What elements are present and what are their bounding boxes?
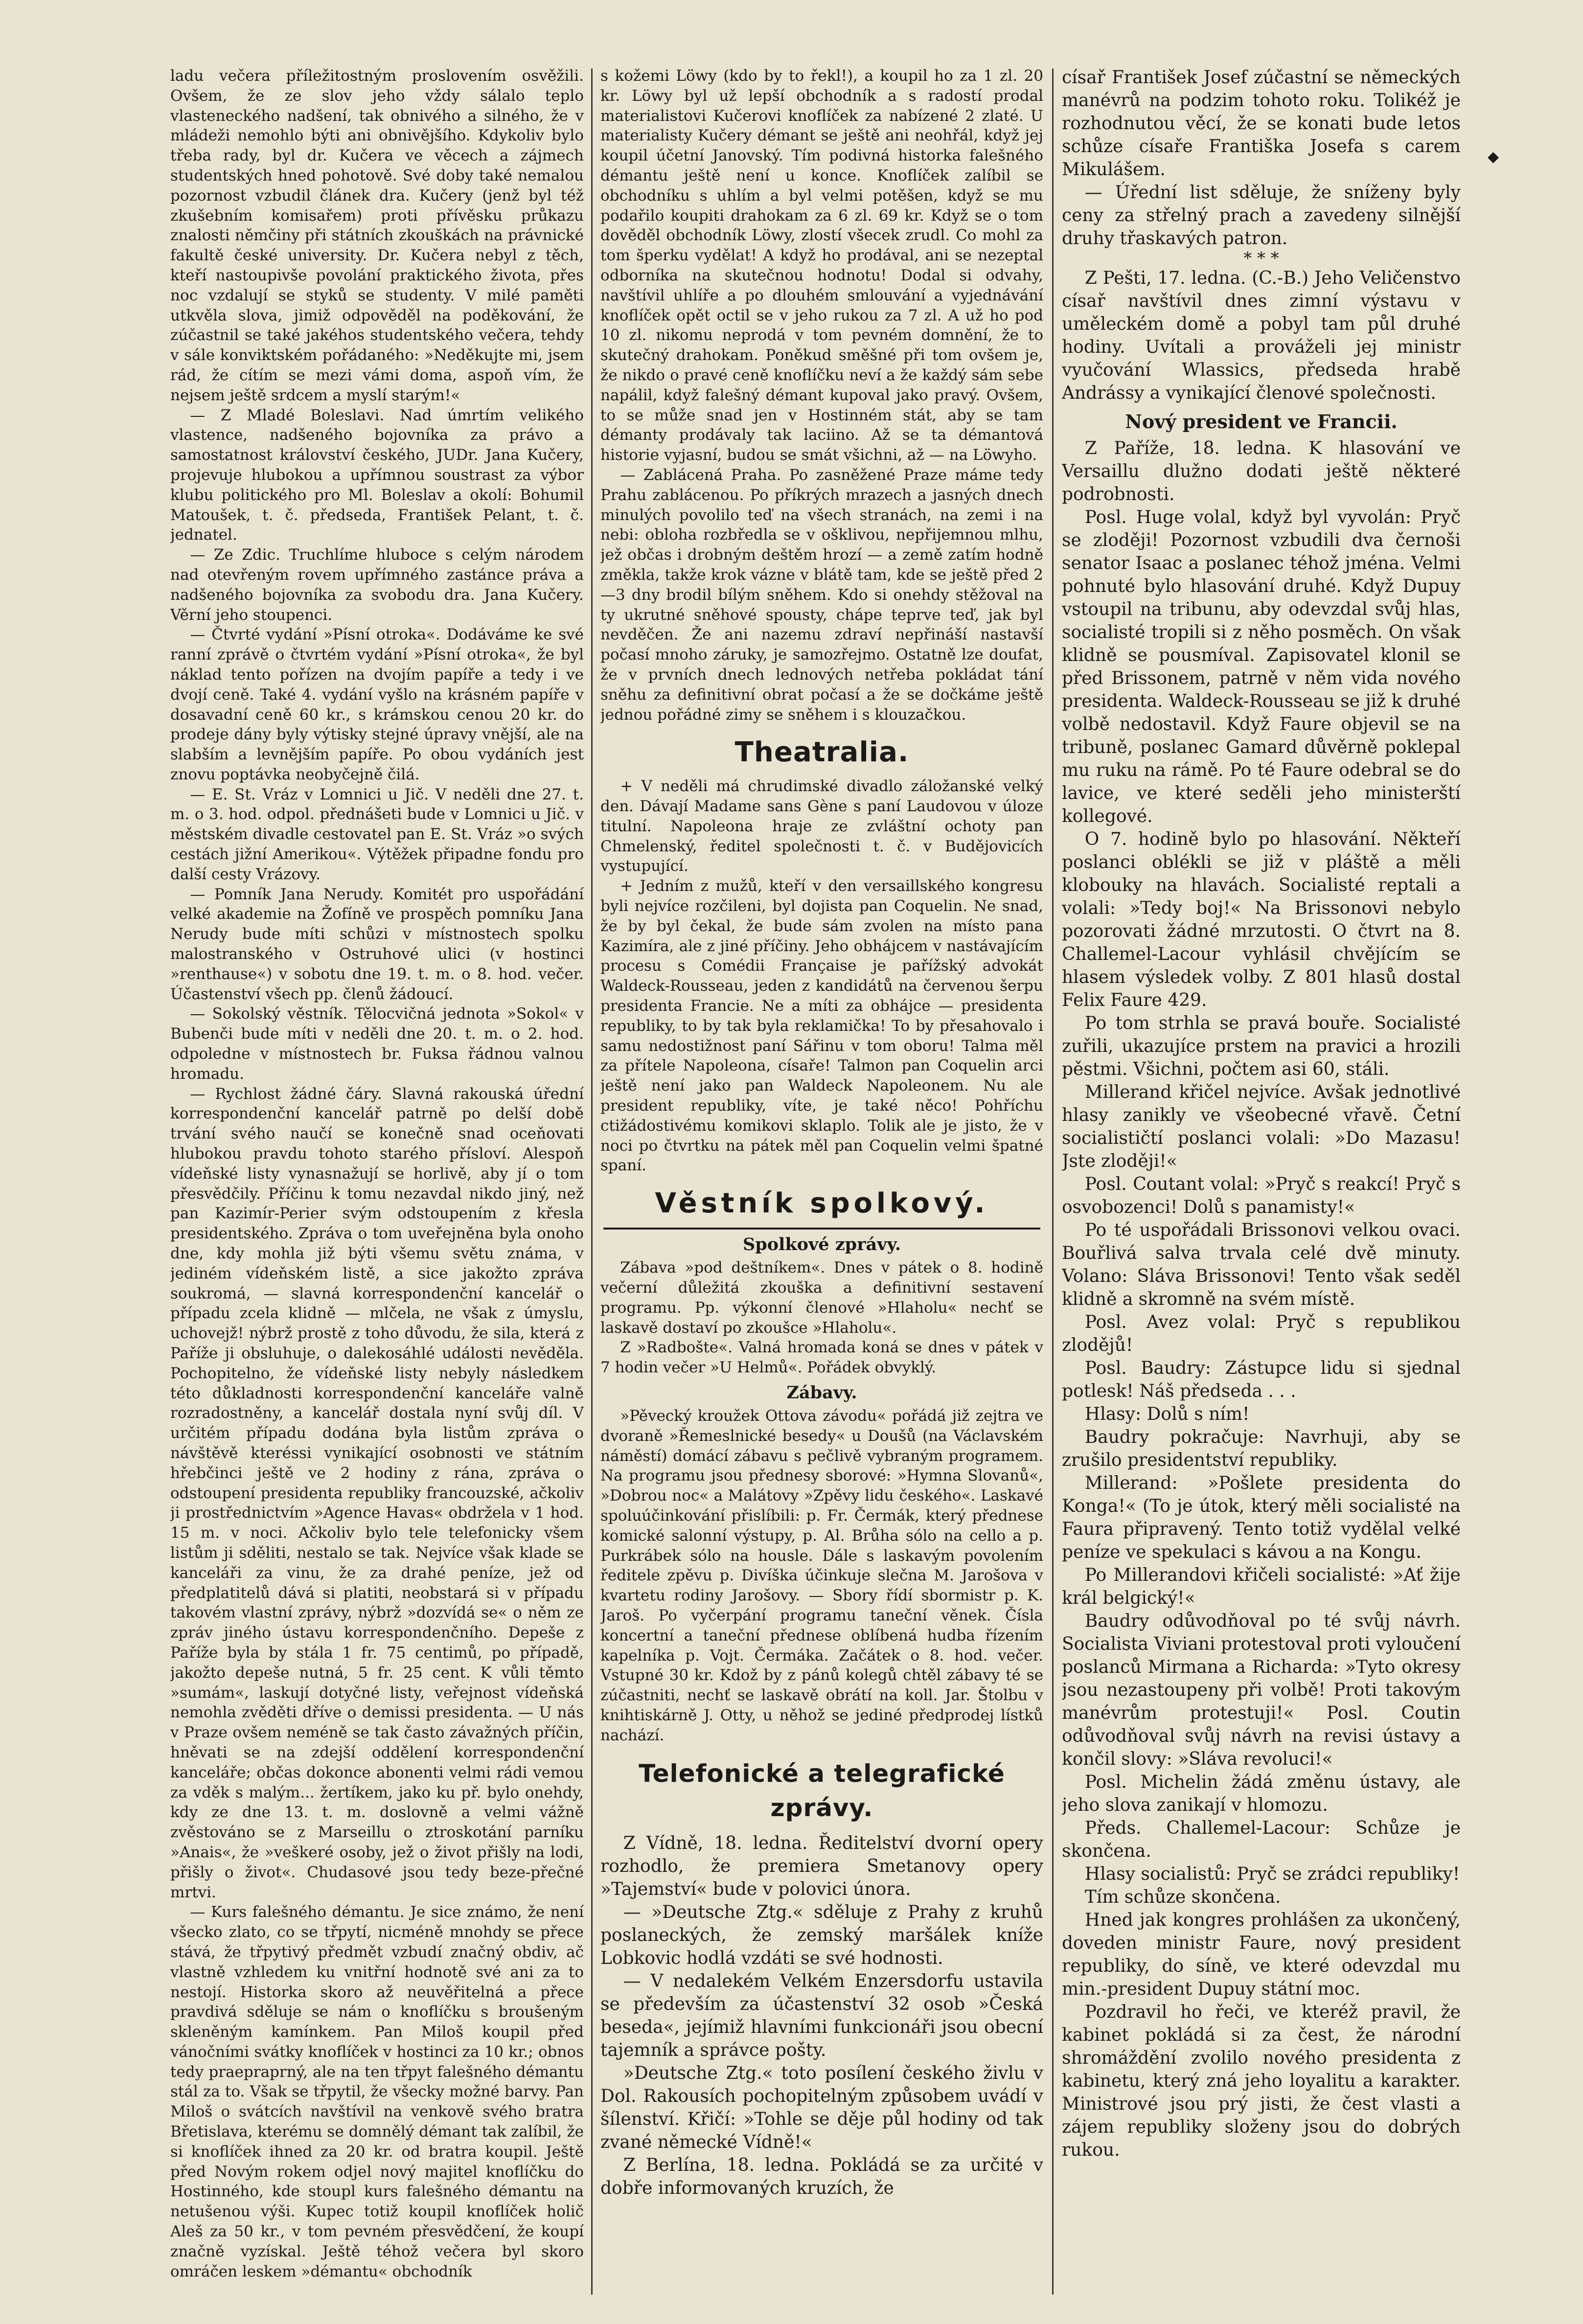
column-1	[170, 66, 584, 2297]
section-heading-vestnik-spolkovy: Věstník spolkový.	[655, 1187, 989, 1220]
article-paragraph: Z Vídně, 18. ledna. Ředitelství dvorní opery rozhodlo, že premiera Smetanovy opery »Tajemství« bude v polovici února.	[600, 1833, 1043, 1899]
article-paragraph: »Deutsche Ztg.« toto posílení českého živlu v Dol. Rakousích pochopitelným způsobem uvádí v šílenství. Křičí: »Tohle se děje půl hodiny od tak zvané německé Vídně!«	[600, 2063, 1043, 2152]
article-paragraph: Předs. Challemel-Lacour: Schůze je skončena.	[1062, 1818, 1461, 1861]
article-paragraph: Hlasy: Dolů s ním!	[1084, 1404, 1250, 1424]
section-heading-telefonicke-zpravy: Telefonické a telegrafické zprávy.	[639, 1759, 1005, 1822]
article-paragraph: Po té uspořádali Brissonovi velkou ovaci. Bouřlivá salva trvala celé dvě minuty. Volano: Sláva Brissonovi! Tento však seděl klidně a skromně na svém místě.	[1062, 1220, 1461, 1309]
article-paragraph: Posl. Avez volal: Pryč s republikou zlodějů!	[1062, 1312, 1461, 1355]
subheading-zabavy: Zábavy.	[786, 1383, 857, 1403]
article-paragraph: Zábava »pod deštníkem«. Dnes v pátek o 8. hodině večerní důležitá zkouška a definitivní sestavení programu. Pp. výkonní členové »Hlaholu« nechť se laskavě dostaví po zkoušce »Hlaholu«.	[600, 1259, 1043, 1337]
article-paragraph: Millerand křičel nejvíce. Avšak jednotlivé hlasy zanikly ve všeobecné vřavě. Četní socialističtí poslanci volali: »Do Mazasu! Jste zloději!«	[1062, 1082, 1461, 1171]
article-paragraph: Millerand: »Pošlete presidenta do Konga!« (To je útok, který měli socialisté na Faura připravený. Tento totiž vydělal velké peníze ve spekulaci s kávou a na Kongu.	[1062, 1473, 1461, 1562]
article-paragraph: Hlasy socialistů: Pryč se zrádci republiky!	[1084, 1864, 1460, 1884]
article-paragraph: — Zablácená Praha. Po zasněžené Praze máme tedy Prahu zablácenou. Po příkrých mrazech a jasných dnech minulých povolilo teď na všech stranách, na zemi i na nebi: obloha rozbředla se v ošklivou, nepřijemnou mlhu, jež občas i drobným deštěm hrozí — a země zatím hodně změkla, takže krok vázne v blátě tam, kde se ještě před 2—3 dny brodil bílým sněhem. Kdo si onehdy stěžoval na ty ukrutné sněhové spousty, chápe teprve teď, jak byl nevděčen. Že ani nazemu zdraví nepřináší nastavší počasí mnoho záruky, je samozřejmo. Ostatně lze doufat, že v prvních dnech lednových netřeba pokládat tání sněhu za definitivní obrat počasí a že se dočkáme ještě jednou pořádné zimy se sněhem i s klouzačkou.	[600, 466, 1043, 724]
article-paragraph: Z Berlína, 18. ledna. Pokládá se za určité v dobře informovaných kruzích, že	[600, 2155, 1043, 2198]
article-paragraph: — Sokolský věstník. Tělocvičná jednota »Sokol« v Bubenči bude míti v neděli dne 20. t. m. o 2. hod. odpoledne v místnostech br. Fuksa řádnou valnou hromadu.	[170, 1005, 584, 1083]
article-paragraph: Hned jak kongres prohlášen za ukončený, doveden ministr Faure, nový president republiky, do síně, ve které odevzdal mu min.-president Dupuy státní moc.	[1062, 1910, 1461, 1999]
article-paragraph: + Jedním z mužů, kteří v den versaillského kongresu byli nejvíce rozčileni, byl dojista pan Coquelin. Ne snad, že by byl čekal, že bude sám zvolen na místo pana Kazimíra, ale z jiné příčiny. Jeho obhájcem v nastávajícím procesu s Comédii Française je pařížský advokát Waldeck-Rousseau, jeden z kandidátů na červenou šerpu presidenta Francie. Ne a míti za obhájce — presidenta republiky, to by tak byla reklamička! To by přesahovalo i samu nedostižnost paní Sářinu v tom oboru! Talma měl za přítele Napoleona, císaře! Talmon pan Coquelin arci ještě není jako pan Waldeck Napoleonem. Nu ale president republiky, víte, je také něco! Pohříchu ctižádostivému komikovi sklaplo. Tolik ale je jisto, že v noci po čtvrtku na pátek měl pan Coquelin velmi špatné spaní.	[600, 877, 1043, 1175]
subheading-spolkove-zpravy: Spolkové zprávy.	[742, 1234, 901, 1255]
column-2	[600, 66, 1043, 2297]
column-rule	[591, 68, 593, 2295]
article-paragraph: Posl. Baudry: Zástupce lidu si sjednal potlesk! Náš předseda . . .	[1062, 1358, 1461, 1401]
section-heading-theatralia: Theatralia.	[734, 736, 909, 769]
article-paragraph: Posl. Huge volal, když byl vyvolán: Pryč se zloději! Pozornost vzbudili dva černoši senator Isaac a poslanec téhož jména. Velmi pohnuté bylo hlasování druhé. Když Dupuy vstoupil na tribunu, aby odevzdal svůj hlas, socialisté tropili si z něho posměch. On však klidně se pousmíval. Zapisovatel klonil se před Brissonem, patrně v něm vida nového presidenta. Waldeck-Rousseau se již k druhé volbě nedostavil. Když Faure objevil se na tribuně, poslanec Gamard důvěrně poklepal mu ruku na rámě. Po té Faure odebral se do lavice, ve které seděli jeho ministerští kollegové.	[1062, 507, 1461, 826]
article-paragraph: Po tom strhla se pravá bouře. Socialisté zuřili, ukazujíce prstem na pravici a hrozili pěstmi. Všichni, počtem asi 60, stáli.	[1062, 1013, 1461, 1079]
article-paragraph: + V neděli má chrudimské divadlo záložanské velký den. Dávají Madame sans Gène s paní Laudovou v úloze titulní. Napoleona hraje ze zvláštní ochoty pan Chmelenský, ředitel společnosti t. č. v Budějovicích vystupující.	[600, 777, 1043, 875]
article-paragraph: — E. St. Vráz v Lomnici u Jič. V neděli dne 27. t. m. o 3. hod. odpol. přednášeti bude v Lomnici u Jič. v městském divadle cestovatel pan E. St. Vráz »o svých cestách jižní Amerikou«. Výtěžek připadne fondu pro další cesty Vrázovy.	[170, 785, 584, 883]
article-paragraph: — Rychlost žádné čáry. Slavná rakouská úřední korrespondenční kancelář patrně po delší době trvání svého naučí se konečně snad oceňovati hlubokou pravdu tohoto starého přísloví. Alespoň vídeňské listy vynasnažují se horlivě, aby jí o tom přesvědčily. Příčinu k tomu nezavdal nikdo jiný, než pan Kazimír-Perier svým odstoupením z křesla presidentského. Zpráva o tom uveřejněna byla onoho dne, kdy mohla již býti všemu světu známa, v jediném vídeňském listě, a sice jakožto zpráva soukromá, — slavná korrespondenční kancelář o případu zcela klidně — mlčela, ne však z úmyslu, uchovejž! nýbrž prostě z toho důvodu, že sila, která z Paříže ji obsluhuje, o dalekosáhlé události nevěděla. Pochopitelno, že vídeňské listy nebyly následkem této důkladnosti korrespondenční kanceláře valně rozradostněny, a kancelář dostala nyní svůj díl. V určitém případu dodána byla listům zpráva o návštěvě kteréssi vynikající osobnosti ve státním hřebčinci ještě ve 2 hodiny z rána, zpráva o odstoupení presidenta republiky francouzské, ačkoliv ji prostřednictvím »Agence Havas« obdržela v 1 hod. 15 m. v noci. Ačkoliv bylo tele telefonicky všem listům ji sděliti, nestalo se tak. Nejvíce však klade se kanceláři za vinu, že za drahé peníze, jež od předplatitelů dává si platiti, neobstará si v případu takovém vlastní zprávy, nýbrž »dozvídá se« o něm ze zpráv jiného ústavu korrespondenčního. Depeše z Paříže byla by stála 1 fr. 75 centimů, po případě, jakožto depeše nutná, 5 fr. 25 cent. K vůli těmto »sumám«, laskují dotyčné listy, veřejnost vídeňská nemohla zvěděti dříve o demissi presidenta. — U nás v Praze ovšem neméně se tak často závažných příčin, hněvati se na zdejší oddělení korrespondenční kanceláře; občas dokonce abonenti velmi rádi vemou za vděk s malým... žertíkem, jako ku př. bylo onehdy, kdy ze dne 13. t. m. doslovně a velmi vážně zvěstováno se z Marseillu o ztroskotání parníku »Anais«, že »veškeré osoby, jež o život přišly na lodi, přišly o život«. Chudasové jsou tedy beze-přečné mrtvi.	[170, 1085, 584, 1901]
article-paragraph: ladu večera příležitostným proslovením osvěžili. Ovšem, že ze slov jeho vždy sálalo teplo vlasteneckého nadšení, tak obnivého a silného, že v mládeži nemohlo býti ani obnivějšího. Kdykoliv bylo třeba rady, byl dr. Kučera ve věcech a zájmech studentských hned pohotově. Své doby také nemalou pozornost vzbudil článek dra. Kučery (jenž byl též zkušebním komisařem) proti přívěsku průkazu znalosti němčiny při státních zkouškách na právnické fakultě české university. Dr. Kučera nebyl z těch, kteří nastoupivše povolání praktického života, přes noc vzdalují se styků se studenty. V milé paměti utkvěla slova, jimiž odpověděl na poděkování, že zúčastnil se také jakéhos studentského večera, tehdy v sále konviktském pořádaného: »Neděkujte mi, jsem rád, že cítím se mezi vámi doma, aspoň vím, že nejsem ještě srdcem a myslí starým!«	[170, 67, 584, 404]
article-paragraph: s kožemi Löwy (kdo by to řekl!), a koupil ho za 1 zl. 20 kr. Löwy byl už lepší obchodník a s radostí prodal materialistovi Kučerovi knoflíček za nabízené 2 zlaté. U materialisty Kučery démant se ještě ani neohřál, když jej koupil účetní Janovský. Tím podivná historka falešného démantu ještě není u konce. Knoflíček zalíbil se obchodníku s uhlím a byl velmi potěšen, když se mu podařilo koupiti drahokam za 6 zl. 69 kr. Když se o tom dověděl obchodník Löwy, zlostí všecek zrudl. Co mohl za tom šperku vydělat! A když ho prodával, ani se nezeptal odborníka na skutečnou hodnotu! Dodal si odvahy, navštívil uhlíře a po dlouhém smlouvání a vyjednávání knoflíček opět octil se v jeho rukou za 7 zl. A už ho pod 10 zl. nikomu neprodá v tom pevném domnění, že to skutečný drahokam. Poněkud směšné při tom ovšem je, že nikdo o pravé ceně knoflíčku neví a že každý sám sebe napálil, když falešný démant kupoval jako pravý. Ovšem, to se může snad jen v Hostinném stát, aby se tam démanty prodávaly tak laciino. Až se ta démantová historie vyjasní, budou se smát všichni, až — na Löwyho.	[600, 67, 1043, 464]
article-paragraph: Pozdravil ho řeči, ve kteréž pravil, že kabinet pokládá si za čest, že národní shromáždění zvolilo nového presidenta z kabinetu, který zná jeho loyalitu a karakter. Ministrové jsou prý jisti, že čest vlasti a zájem republiky složeny jsou do dobrých rukou.	[1062, 2002, 1461, 2160]
article-paragraph: — Kurs falešného démantu. Je sice známo, že není všecko zlato, co se třpytí, nicméně mnohdy se přece stává, že třpytivý předmět vzbudí značný obdiv, ač vlastně vzhledem ku vnitřní hodnotě své ani za to nestojí. Historka skoro až neuvěřitelná a přece pravdivá sděluje se nám o knoflíčku s broušeným skleněným kamínkem. Pan Miloš koupil před vánočními svátky knoflíček v hostinci za 10 kr.; obnos tedy praepraprný, ale na ten třpyt falešného démantu stál za to. Však se třpytil, že všecky možné barvy. Pan Miloš o svátcích navštívil na venkově svého bratra Břetislava, kterému se domnělý démant tak zalíbil, že si knoflíček ihned za 20 kr. od bratra koupil. Ještě před Novým rokem odjel nový majitel knoflíčku do Hostinného, kde stoupl kurs falešného démantu na netušenou výši. Kupec totiž koupil knoflíček holič Aleš za 50 kr., v tom pevném přesvědčení, že koupí značně vyzískal. Ještě téhož večera byl skoro omráčen leskem »démantu« obchodník	[170, 1903, 584, 2280]
column-3	[1062, 66, 1461, 2297]
article-paragraph: Posl. Michelin žádá změnu ústavy, ale jeho slova zanikají v hlomozu.	[1062, 1772, 1461, 1815]
column-rule	[1052, 68, 1054, 2295]
article-paragraph: Baudry pokračuje: Navrhuji, aby se zrušilo presidentství republiky.	[1062, 1427, 1461, 1470]
article-paragraph: O 7. hodině bylo po hlasování. Někteří poslanci oblékli se již v pláště a měli klobouky na hlavách. Socialisté reptali a volali: »Tedy boj!« Na Brissonovi nebylo pozorovati žádné mrzutosti. O čtvrt na 8. Challemel-Lacour vyhlásil chvějícím se hlasem výsledek volby. Z 801 hlasů dostal Felix Faure 429.	[1062, 829, 1461, 1010]
article-paragraph: — Čtvrté vydání »Písní otroka«. Dodáváme ke své ranní zprávě o čtvrtém vydání »Písní otroka«, že byl náklad tento pořízen na dvojím papíře a tedy i ve dvojí ceně. Také 4. vydání vyšlo na krásném papíře v dosavadní ceně 60 kr., s krámskou cenou 20 kr. do prodeje dány byly výtisky stejné úpravy vnější, ale na slabším a levnějším papíře. Po obou vydáních jest znovu poptávka neobyčejně čilá.	[170, 626, 584, 783]
article-paragraph: Posl. Coutant volal: »Pryč s reakcí! Pryč s osvobozenci! Dolů s panamisty!«	[1062, 1174, 1461, 1217]
article-paragraph: Z Pešti, 17. ledna. (C.-B.) Jeho Veličenstvo císař navštívil dnes zimní výstavu v uměleckém domě a pobyl tam půl druhé hodiny. Uvítali a prováželi jej ministr vyučování Wlassics, předseda hrabě Andrássy a vynikající členové společnosti.	[1062, 268, 1461, 403]
article-paragraph: — »Deutsche Ztg.« sděluje z Prahy z kruhů poslaneckých, že zemský maršálek kníže Lobkovic hodlá vzdáti se své hodnosti.	[600, 1902, 1043, 1968]
article-paragraph: — Ze Zdic. Truchlíme hluboce s celým národem nad otevřeným rovem upřímného zastánce práva a nadšeného bojovníka za svobodu dra. Jana Kučery. Věrní jeho stoupenci.	[170, 546, 584, 624]
article-paragraph: Z »Radbošte«. Valná hromada koná se dnes v pátek v 7 hodin večer »U Helmů«. Pořádek obvyklý.	[600, 1339, 1043, 1377]
article-paragraph: Baudry odůvodňoval po té svůj návrh. Socialista Viviani protestoval proti vyloučení poslanců Mirmana a Richarda: »Tyto okresy jsou nezastoupeny při volbě! Proti takovým manévrům protestuji!« Posl. Coutin odůvodňoval svůj návrh na revisi ústavy a končil slovy: »Sláva revoluci!«	[1062, 1611, 1461, 1769]
article-paragraph: Tím schůze skončena.	[1084, 1887, 1281, 1907]
section-heading-novy-president: Nový president ve Francii.	[1125, 410, 1398, 433]
heading-underline	[603, 1228, 1040, 1230]
article-paragraph: — Z Mladé Boleslavi. Nad úmrtím velikého vlastence, nadšeného bojovníka za právo a samostatnost království českého, JUDr. Jana Kučery, projevuje hlubokou a upřímnou soustrast za výbor klubu politického pro Ml. Boleslav a okolí: Bohumil Matoušek, t. č. předseda, František Pelant, t. č. jednatel.	[170, 406, 584, 544]
article-paragraph: — V nedalekém Velkém Enzersdorfu ustavila se především za účastenství 32 osob »Česká beseda«, jejímiž hlavními funkcionáři jsou obecní tajemník a správce pošty.	[600, 1971, 1043, 2060]
print-mark: ◆	[1488, 148, 1499, 165]
article-paragraph: »Pěvecký kroužek Ottova závodu« pořádá již zejtra ve dvoraně »Řemeslnické besedy« u Doušů (na Václavském náměstí) domácí zábavu s pečlivě vybraným programem. Na programu jsou přednesy sborové: »Hymna Slovanů«, »Dobrou noc« a Malátovy »Zpěvy lidu českého«. Laskavé spoluúčinkování přislíbili: p. Fr. Čermák, který přednese komické salonní výstupy, p. Al. Brůha sólo na cello a p. Purkrábek sólo na housle. Dále s laskavým povolením ředitele zpěvu p. Divíška účinkuje slečna M. Jarošova v kvartetu rodiny Jarošovy. — Sbory řídí sbormistr p. K. Jaroš. Po vyčerpání programu taneční věnek. Čísla koncertní a taneční přednese oblíbená hudba řízením kapelníka p. Vojt. Čermáka. Začátek o 8. hod. večer. Vstupné 30 kr. Kdož by z pánů kolegů chtěl zábavy té se zúčastniti, nechť se laskavě obrátí na koll. Jar. Štolbu v knihtiskárně J. Otty, u něhož se jediné předprodej lístků nachází.	[600, 1407, 1043, 1744]
article-paragraph: — Úřední list sděluje, že sníženy byly ceny za střelný prach a zavedeny silnější druhy třaskavých patron.	[1062, 182, 1461, 249]
article-paragraph: císař František Josef zúčastní se německých manévrů na podzim tohoto roku. Tolikéž je rozhodnutou věcí, že se konati bude letos schůze císaře Františka Josefa s carem Mikulášem.	[1062, 68, 1461, 180]
article-paragraph: Z Paříže, 18. ledna. K hlasování ve Versaillu dlužno dodati ještě některé podrobnosti.	[1062, 438, 1461, 504]
separator-stars: * * *	[1243, 249, 1279, 268]
article-paragraph: — Pomník Jana Nerudy. Komitét pro uspořádání velké akademie na Žofíně ve prospěch pomníku Jana Nerudy bude míti schůzi v místnostech spolku malostranského v Ostruhové ulici (v hostinci »renthause«) v sobotu dne 19. t. m. o 8. hod. večer. Účastenství všech pp. členů žádoucí.	[170, 885, 584, 1003]
article-paragraph: Po Millerandovi křičeli socialisté: »Ať žije král belgický!«	[1062, 1565, 1461, 1608]
